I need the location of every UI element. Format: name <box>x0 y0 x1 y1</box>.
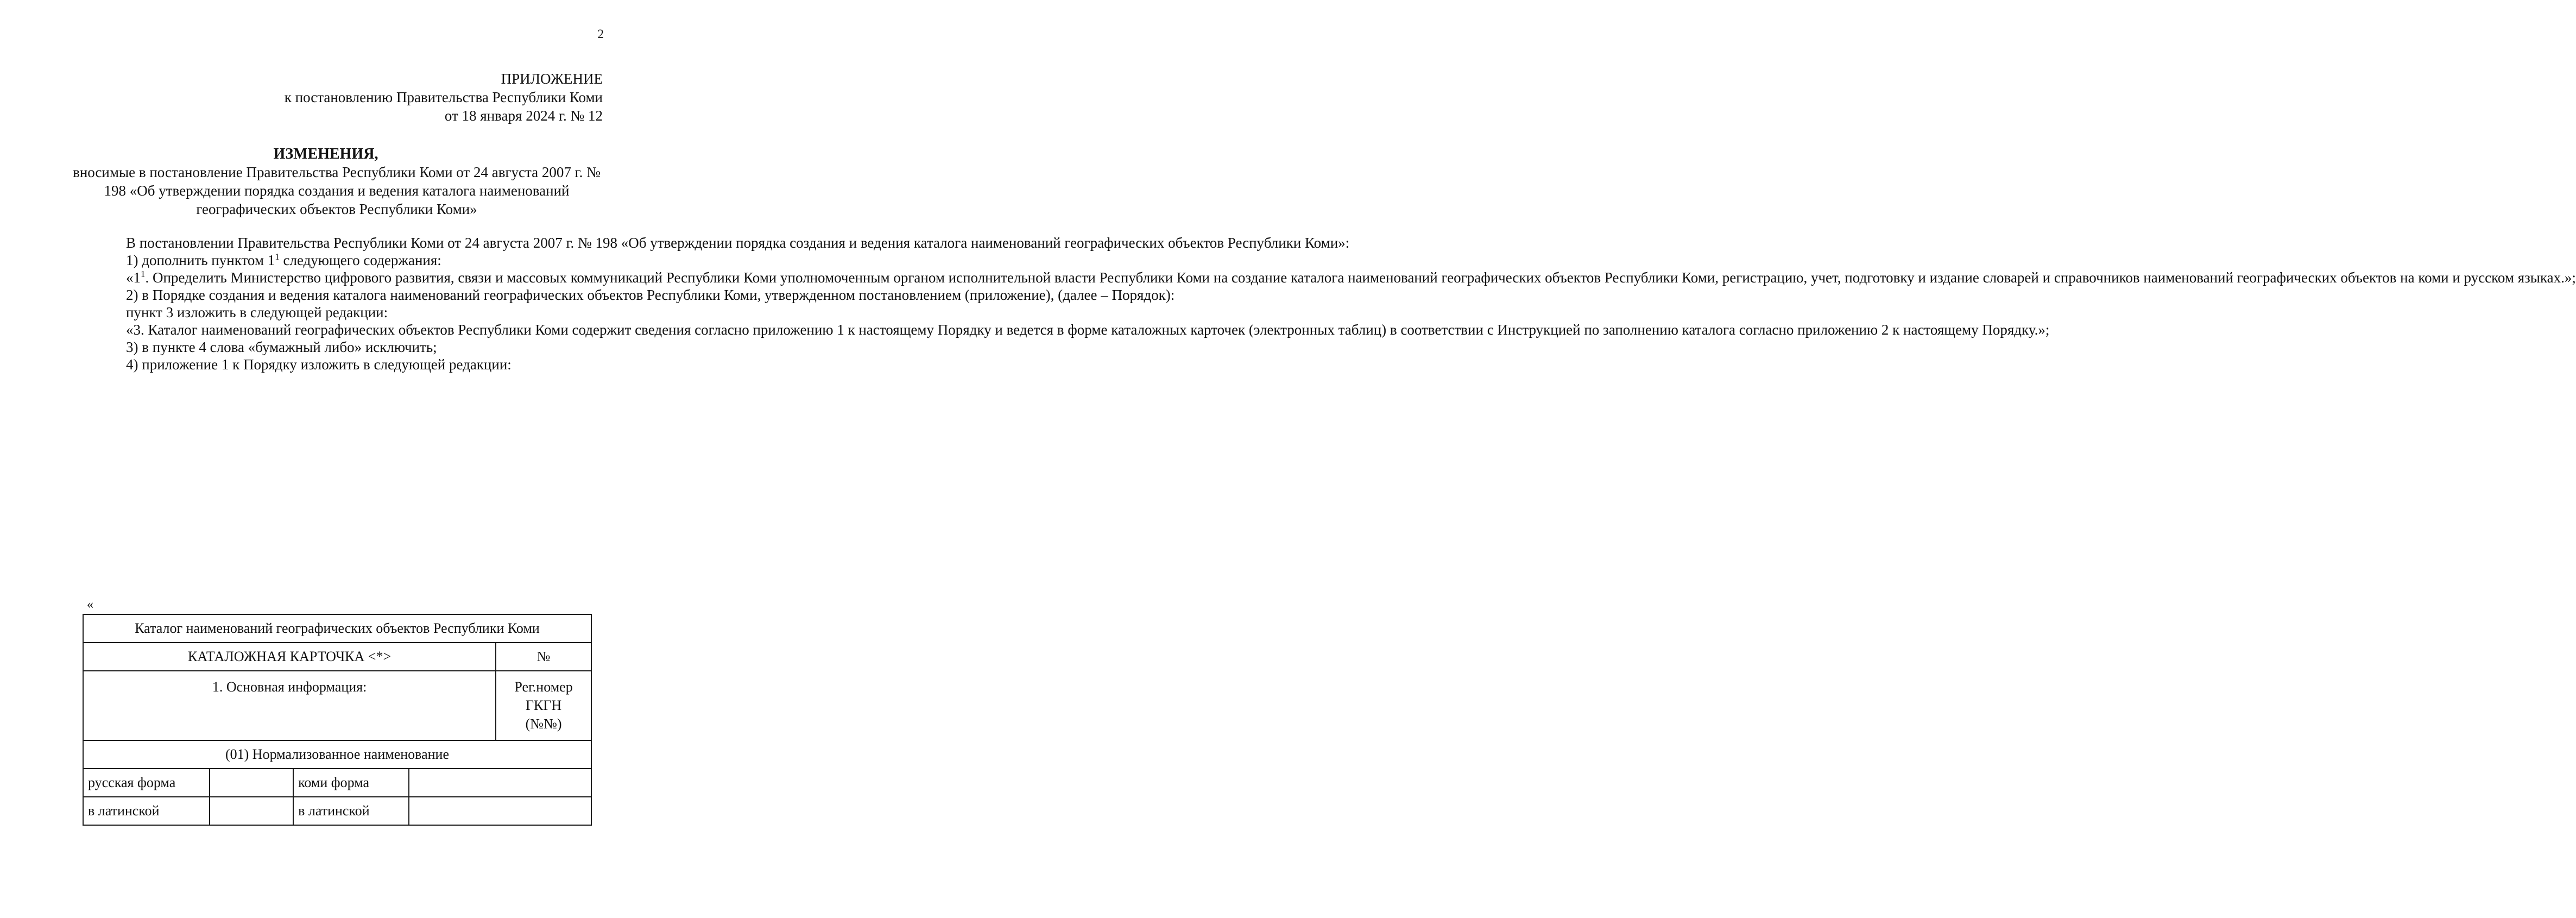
document-subtitle: вносимые в постановление Правительства Республики Коми от 24 августа 2007 г. № 198 «Об утверждении порядка создания и ведения каталога наименований географических объектов Республики Коми» <box>73 164 601 217</box>
appendix-line-1: к постановлению Правительства Республики Коми <box>284 89 603 105</box>
paragraph-item-4: 4) приложение 1 к Порядку изложить в следующей редакции: <box>126 356 512 373</box>
document-body <box>87 234 2576 373</box>
normalized-name-label: (01) Нормализованное наименование <box>83 740 591 769</box>
reg-number-format: (№№) <box>525 716 562 732</box>
komi-form-value <box>409 769 591 797</box>
paragraph-point-3-text: «3. Каталог наименований географических объектов Республики Коми содержит сведения согласно приложению 1 к настоящему Порядку и ведется в форме каталожных карточек (электронных таблиц) в соответствии с Инструкцией по заполнению каталога согласно приложению 2 к настоящему Порядку.»; <box>126 322 2050 338</box>
catalog-card-table <box>83 614 592 826</box>
paragraph-intro: В постановлении Правительства Республики Коми от 24 августа 2007 г. № 198 «Об утверждении порядка создания и ведения каталога наименований географических объектов Республики Коми»: <box>126 235 1350 251</box>
paragraph-item-3: 3) в пункте 4 слова «бумажный либо» исключить; <box>126 339 437 355</box>
reg-registry-label: ГКГН <box>525 697 562 713</box>
document-title: ИЗМЕНЕНИЯ, <box>273 146 378 162</box>
russian-form-value <box>210 769 293 797</box>
appendix-line-2: от 18 января 2024 г. № 12 <box>444 108 603 124</box>
page-number: 2 <box>597 27 604 41</box>
paragraph-item-1: 1) дополнить пунктом $1^1$ следующего содержания: <box>126 251 441 268</box>
card-title: КАТАЛОЖНАЯ КАРТОЧКА <*> <box>83 643 496 671</box>
latin-russian-value <box>210 797 293 825</box>
reg-number-cell <box>496 671 591 740</box>
russian-form-label: русская форма <box>83 769 210 797</box>
paragraph-point-3: пункт 3 изложить в следующей редакции: <box>126 304 388 320</box>
paragraph-item-2: 2) в Порядке создания и ведения каталога наименований географических объектов Республики Коми, утвержденном постановлением (приложение), (далее – Порядок): <box>126 287 1175 303</box>
basic-info-label: 1. Основная информация: <box>83 671 496 740</box>
appendix-title: ПРИЛОЖЕНИЕ <box>501 71 603 87</box>
reg-number-label: Рег.номер <box>514 679 573 695</box>
komi-form-label: коми форма <box>293 769 409 797</box>
latin-komi-value <box>409 797 591 825</box>
card-number-label: № <box>496 643 591 671</box>
catalog-header: Каталог наименований географических объектов Республики Коми <box>83 614 591 643</box>
latin-russian-label: в латинской <box>83 797 210 825</box>
quote-open-mark: « <box>87 598 93 612</box>
paragraph-new-point: «$1^1$. Определить Министерство цифрового развития, связи и массовых коммуникаций Республики Коми уполномоченным органом исполнительной власти Республики Коми на создание каталога наименований географических объектов Республики Коми, регистрацию, учет, подготовку и издание словарей и справочников наименований географических объектов на коми и русском языках.»; <box>126 269 2576 286</box>
latin-komi-label: в латинской <box>293 797 409 825</box>
